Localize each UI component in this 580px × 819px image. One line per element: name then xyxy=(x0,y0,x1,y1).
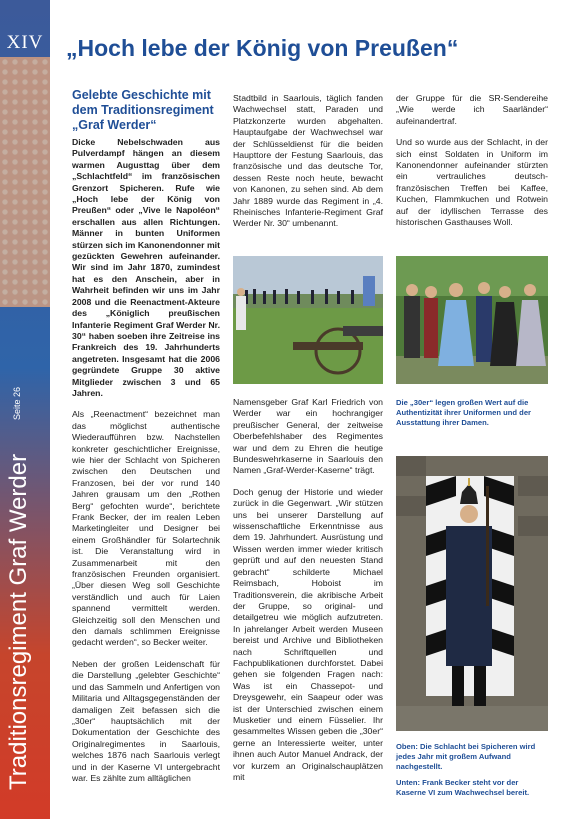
article-paragraph: Stadtbild in Saarlouis, täglich fanden Wachwechsel statt, Paraden und Platzkonzerte wurden abgehalten. Hauptaufgabe der Wachwechsel war der Schlüsseldienst für die beiden Haupttore der Festung Saarlouis, das französische und das deutsche Tor, dessen Reste noch heute, bewacht von Kanonen, zu sehen sind. Ab dem Jahr 1889 wurde das Regiment in „4. Rheinisches Infanterie-Regiment Graf Werder Nr. 30“ umbenannt. xyxy=(233,93,383,229)
guard-captions xyxy=(396,742,548,804)
article-column-2-top xyxy=(233,93,383,240)
article-subhead: Gelebte Geschichte mit dem Traditionsregiment „Graf Werder“ xyxy=(72,88,214,132)
article-paragraph: Namensgeber Graf Karl Friedrich von Werder war ein hochrangiger preußischer General, der zeitweise Oberbefehlshaber des Regimentes war und dem zu Ehren die heutige Bundeswehrkaserne in Saarlouis den Namen „Graf-Werder-Kaserne“ trägt. xyxy=(233,397,383,476)
photo-caption: Die „30er“ legen großen Wert auf die Authentizität ihrer Uniformen und der Ausstattung ihrer Damen. xyxy=(396,398,532,427)
battle-photo xyxy=(233,256,383,384)
sidebar-ornament xyxy=(0,57,50,307)
article-paragraph: Und so wurde aus der Schlacht, in der sich einst Soldaten in Uniform im Kanonendonner aufeinander stürzten ein vertrauliches deutsch-französischen Treffen bei Kaffee, Kuchen, Flammkuchen und Rotwein auf der idyllischen Terrasse des historischen Gasthauses Woll. xyxy=(396,137,548,228)
guard-photo xyxy=(396,456,548,731)
ladies-photo xyxy=(396,256,548,384)
page-number-roman: XIV xyxy=(6,32,44,53)
page-number: Seite 26 xyxy=(12,386,22,420)
article-column-1 xyxy=(72,88,220,794)
photo-caption: Oben: Die Schlacht bei Spicheren wird jedes Jahr mit großem Aufwand nachgestellt. xyxy=(396,742,536,771)
page-headline: „Hoch lebe der König von Preußen“ xyxy=(66,35,459,61)
article-paragraph: Als „Reenactment“ bezeichnet man das möglichst authentische Wiederaufführen bzw. Nachstellen konkreter geschichtlicher Ereignisse, wie hier der Schlacht von Spicheren zwischen den Deutschen und Franzosen, bei der vor rund 140 Jahren grausam um den „Rothen Berg“ gefochten wurde“, berichtete Frank Becker, der im realen Leben Marketingleiter und Designer bei einem Großhändler für Solartechnik ist. Die Veranstaltung wird in Zusammenarbeit mit den französischen Freunden organisiert. „Über diesen Weg soll Geschichte verständlich und auch für Laien spannend vermittelt werden. Gleichzeitig soll den Menschen und den damals schlimmen Ereignisse gedacht werden“, so Becker weiter. xyxy=(72,409,220,648)
article-column-2-bottom xyxy=(233,397,383,793)
section-title: Traditionsregiment Graf Werder xyxy=(5,453,32,790)
photo-caption: Unten: Frank Becker steht vor der Kaserne VI zum Wachwechsel bereit. xyxy=(396,778,530,797)
article-paragraph: Neben der großen Leidenschaft für die Darstellung „gelebter Geschichte“ und das Sammeln und Anfertigen von Militaria und Alltagsgegenständen der damaligen Zeit befassen sich die „30er“ hauptsächlich mit der Dokumentation der Geschichte des Originalregimentes in Saarlouis, welches 1876 nach Saarlouis verlegt und in der Kaserne VI untergebracht war. Es zählte zum alltäglichen xyxy=(72,658,220,783)
article-lead: Dicke Nebelschwaden aus Pulverdampf hängen an diesem warmen Augusttag über dem „Schlachtfeld“ im französischen Grenzort Spicheren. Rufe wie „Hoch lebe der König von Preußen“ oder „Vive le Napoléon“ erschallen aus allen Richtungen. Männer in bunten Uniformen stürzen sich im Kanonendonner mit gezückten Gewehren aufeinander. Wir sind im Jahr 1870, zumindest hat es den Anschein, aber in Wahrheit befinden wir uns im Jahr 2008 und die Reenactment-Akteure des „Königlich preußischen Infanterie Regiment Graf Werder Nr. 30“ haben soeben ihre Zeitreise ins Frankreich des 19. Jahrhunderts angetreten. Insgesamt hat die 2006 gegründete Gruppe 30 aktive Mitglieder zwischen 3 und 65 Jahren. xyxy=(72,137,220,398)
article-paragraph: Doch genug der Historie und wieder zurück in die Gegenwart. „Wir stützen uns bei unserer Darstellung auf wissenschaftliche Erkenntnisse aus dem 19. Jahrhundert. Ausrüstung und Wissen werden immer wieder kritisch geprüft und auf den neuesten Stand gebracht“ schilderte Michael Reimsbach, Hoboist im Traditionsverein, die akribische Arbeit der Gruppe, so original- und detailgetreu wie möglich aufzutreten. In jahrelanger Arbeit werden Museen bereist und Archive und Bibliotheken nach Schriftquellen und Fachpublikationen durchforstet. Dabei gehen sie folgenden Fragen nach: Was ist ein Chassepot- und Dreysgewehr, ein Saapeur oder was ist der Unterschied zwischen einem Musketier und einem Füsselier. Ihr gesammeltes Wissen geben die „30er“ gerne an Interessierte weiter, unter ihnen auch Autor Manuel Andrack, der vor kurzem an Originalschauplätzen mit xyxy=(233,486,383,782)
article-paragraph: der Gruppe für die SR-Sendereihe „Wie werde ich Saarländer“ aufeinandertraf. xyxy=(396,93,548,126)
article-column-3 xyxy=(396,93,548,238)
